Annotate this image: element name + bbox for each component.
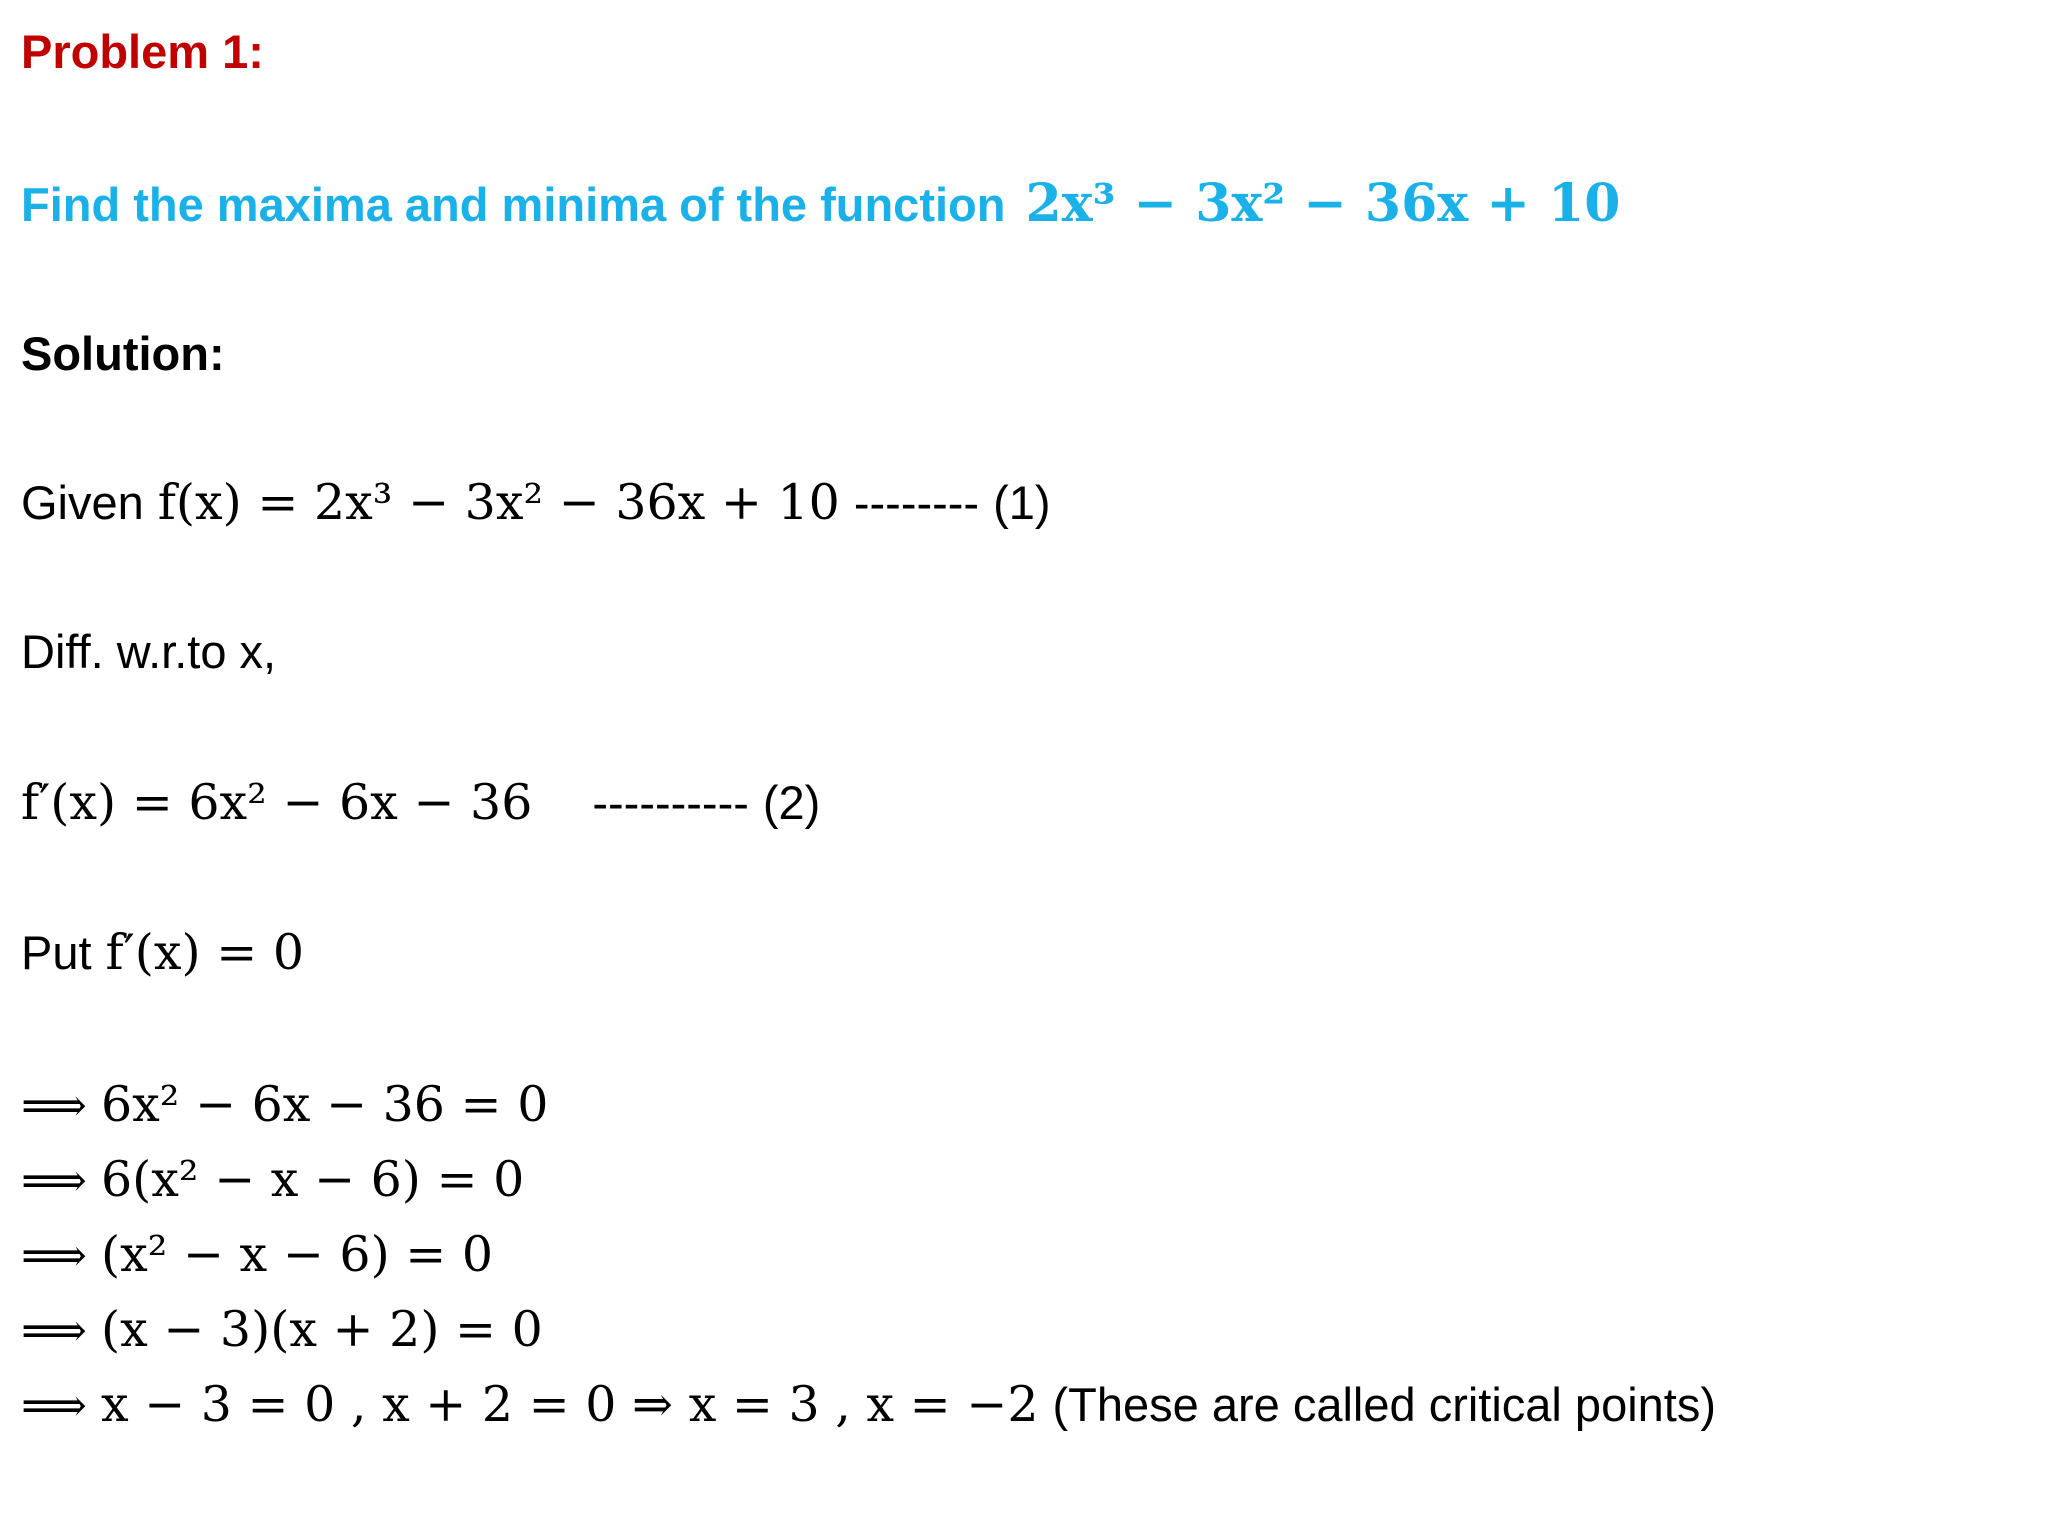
derivative-line	[21, 774, 821, 831]
implies-arrow: ⟹	[21, 1078, 87, 1132]
put-line	[21, 924, 305, 981]
solution-step	[21, 1151, 525, 1208]
problem-title: Problem 1:	[21, 25, 264, 78]
implies-arrow: ⟹	[21, 1228, 87, 1282]
put-label: Put	[21, 926, 92, 979]
step-equation: (x² − x − 6) = 0	[100, 1226, 494, 1283]
given-eq-ref: (1)	[993, 476, 1051, 529]
given-dashes: --------	[853, 476, 980, 529]
implies-arrow: ⟹	[21, 1153, 87, 1207]
step-equation: x − 3 = 0 , x + 2 = 0 ⇒ x = 3 , x = −2	[100, 1376, 1039, 1433]
derivative-eq-ref: (2)	[762, 776, 821, 829]
solution-step	[21, 1226, 494, 1283]
implies-arrow: ⟹	[21, 1303, 87, 1357]
solution-heading: Solution:	[21, 327, 225, 380]
diff-text: Diff. w.r.to x,	[21, 625, 277, 678]
given-line	[21, 474, 1051, 531]
step-equation: 6x² − 6x − 36 = 0	[100, 1076, 549, 1133]
step-equation: 6(x² − x − 6) = 0	[100, 1151, 525, 1208]
solution-step	[21, 1076, 549, 1133]
derivative-equation: f′(x) = 6x² − 6x − 36	[21, 774, 533, 831]
given-equation: f(x) = 2x³ − 3x² − 36x + 10	[157, 474, 840, 531]
solution-step	[21, 1376, 1717, 1433]
put-equation: f′(x) = 0	[105, 924, 305, 981]
solution-step	[21, 1301, 543, 1358]
step-equation: (x − 3)(x + 2) = 0	[100, 1301, 543, 1358]
implies-arrow: ⟹	[21, 1378, 87, 1432]
question-text: Find the maxima and minima of the function	[21, 178, 1006, 231]
question-function: 2x³ − 3x² − 36x + 10	[1025, 173, 1621, 234]
derivative-dashes: ----------	[592, 776, 749, 829]
question-statement	[21, 173, 1621, 234]
critical-points-note: (These are called critical points)	[1052, 1378, 1717, 1431]
given-label: Given	[21, 476, 144, 529]
